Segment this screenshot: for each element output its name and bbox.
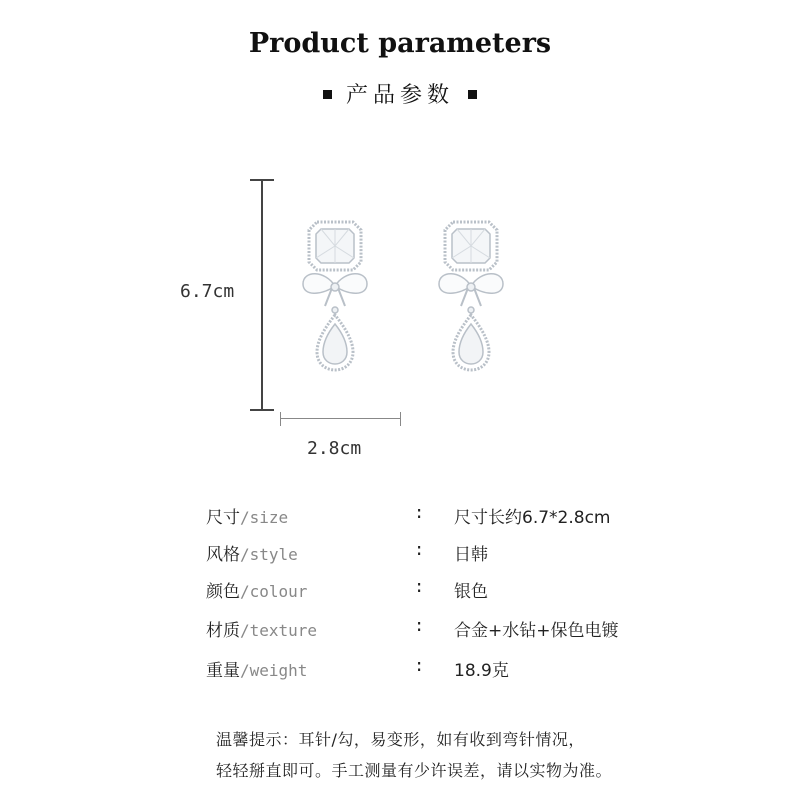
param-value: 18.9克 [454, 661, 509, 681]
param-key-en: /style [240, 545, 298, 564]
param-key-cn: 风格 [206, 545, 240, 565]
param-colon: : [414, 616, 425, 636]
param-key [206, 540, 298, 565]
param-row-weight [206, 656, 726, 682]
param-colon: : [414, 540, 425, 560]
height-dimension-bottom-tick [250, 409, 274, 411]
param-colon: : [414, 656, 425, 676]
param-key [206, 656, 307, 681]
height-dimension-top-tick [250, 179, 274, 181]
param-colon: : [414, 503, 425, 523]
param-key-cn: 尺寸 [206, 508, 240, 528]
param-value: 合金+水钻+保色电镀 [454, 621, 619, 641]
param-row-texture [206, 616, 726, 642]
param-value: 尺寸长约6.7*2.8cm [454, 508, 611, 528]
param-row-style [206, 540, 726, 566]
param-colon: : [414, 577, 425, 597]
note-line-1: 温馨提示：耳针/勾，易变形，如有收到弯针情况， [216, 730, 585, 749]
subtitle-text: 产品参数 [345, 83, 454, 108]
earring-left-image [295, 218, 375, 374]
square-bullet-icon [468, 90, 477, 99]
param-key [206, 577, 307, 602]
width-dimension-line [280, 418, 401, 419]
earring-right-image [431, 218, 511, 374]
param-key-en: /texture [240, 621, 318, 640]
param-key [206, 503, 288, 528]
param-key [206, 616, 317, 641]
width-dimension-label: 2.8cm [307, 438, 362, 459]
param-key-en: /colour [240, 582, 308, 601]
param-row-size [206, 503, 726, 529]
param-value: 银色 [454, 582, 488, 602]
height-dimension-line [261, 180, 263, 411]
note-line-2: 轻轻掰直即可。手工测量有少许误差，请以实物为准。 [216, 761, 613, 780]
param-key-en: /weight [240, 661, 308, 680]
param-key-cn: 颜色 [206, 582, 240, 602]
width-dimension-right-tick [400, 412, 401, 426]
page-title: Product parameters [248, 28, 552, 59]
param-key-cn: 材质 [206, 621, 240, 641]
width-dimension-left-tick [280, 412, 281, 426]
height-dimension-label: 6.7cm [180, 281, 235, 302]
param-value: 日韩 [454, 545, 488, 565]
square-bullet-icon [323, 90, 332, 99]
param-key-cn: 重量 [206, 661, 240, 681]
param-key-en: /size [240, 508, 289, 527]
param-row-colour [206, 577, 726, 603]
page-subtitle [0, 78, 800, 109]
